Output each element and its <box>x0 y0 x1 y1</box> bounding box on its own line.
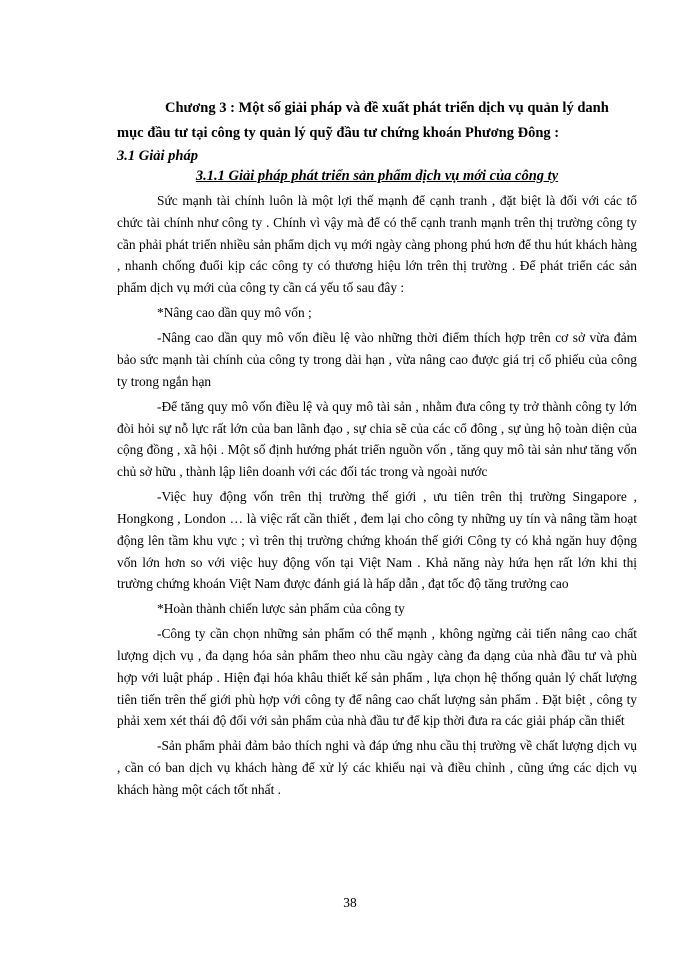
body-text <box>117 190 637 804</box>
section-heading: 3.1 Giải pháp <box>117 148 198 164</box>
page-number: 38 <box>343 895 357 910</box>
paragraph-intro: Sức mạnh tài chính luôn là một lợi thế mạnh để cạnh tranh , đặt biệt là đối với các tổ chức tài chính như công ty . Chính vì vậy mà để có thể cạnh tranh mạnh trên thị trường công ty cần phải phát triển nhiều sản phẩm dịch vụ mới ngày càng phong phú hơn để thu hút khách hàng , nhanh chống đuổi kịp các công ty có thương hiệu lớn trên thị trường . Để phát triển các sản phẩm dịch vụ mới của công ty cần cá yếu tố sau đây : <box>117 193 637 296</box>
chapter-title <box>117 96 637 146</box>
chapter-title-text: Chương 3 : Một số giải pháp và đề xuất phát triển dịch vụ quản lý danh mục đầu tư tại công ty quản lý quỹ đầu tư chứng khoán Phương Đông : <box>117 100 609 141</box>
subsection-heading-text: 3.1.1 Giải pháp phát triển sản phẩm dịch vụ mới của công ty <box>195 168 559 184</box>
paragraph-capital-1: -Nâng cao dần quy mô vốn điều lệ vào những thời điểm thích hợp trên cơ sở vừa đảm bảo sức mạnh tài chính của công ty trong dài hạn , vừa nâng cao được giá trị cổ phiếu của công ty trong ngắn hạn <box>117 330 637 389</box>
paragraph-capital-2: -Để tăng quy mô vốn điều lệ và quy mô tài sản , nhằm đưa công ty trở thành công ty lớn đòi hỏi sự nỗ lực rất lớn của ban lãnh đạo , sự chia sẽ của các cổ đông , sự ủng hộ toàn diện của cộng đồng , xã hội . Một số định hướng phát triển nguồn vốn , tăng quy mô tài sản như tăng vốn chủ sở hữu , thành lập liên doanh với các đối tác trong và ngoài nước <box>117 398 637 480</box>
paragraph-capital-heading: *Nâng cao dần quy mô vốn ; <box>157 305 312 321</box>
paragraph-capital-3: -Việc huy động vốn trên thị trường thế giới , ưu tiên trên thị trường Singapore , Hongkong , London … là việc rất cần thiết , đem lại cho công ty những uy tín và nâng tầm hoạt động lên tầm khu vực ; vì trên thị trường chứng khoán thế giới Công ty có khả ngăn huy động vốn lớn hơn so với việc huy động vốn tại Việt Nam . Khả năng này hứa hẹn rất lớn khi thị trường chứng khoán Việt Nam được đánh giá là hấp dẫn , đạt tốc độ tăng trưởng cao <box>117 489 637 592</box>
paragraph-product-2: -Sản phẩm phải đảm bảo thích nghi và đáp ứng nhu cầu thị trường về chất lượng dịch vụ , cần có ban dịch vụ khách hàng để xử lý các khiếu nại và điều chỉnh , cũng ứng các dịch vụ khách hàng một cách tốt nhất . <box>117 738 637 798</box>
subsection-heading <box>117 166 637 186</box>
paragraph-product-heading: *Hoàn thành chiến lược sản phẩm của công ty <box>157 601 405 617</box>
paragraph-product-1: -Công ty cần chọn những sản phẩm có thế mạnh , không ngừng cải tiến nâng cao chất lượng dịch vụ , đa dạng hóa sản phẩm theo nhu cầu ngày càng đa dạng của nhà đầu tư và phù hợp với luật pháp . Hiện đại hóa khâu thiết kế sản phẩm , lựa chọn hệ thống quản lý chất lượng tiên tiến trên thế giới phù hợp với công ty để nâng cao chất lượng sản phẩm . Đặt biệt , công ty phải xem xét thái độ đối với sản phẩm của nhà đầu tư để kịp thời đưa ra các giải pháp cần thiết <box>117 626 637 729</box>
